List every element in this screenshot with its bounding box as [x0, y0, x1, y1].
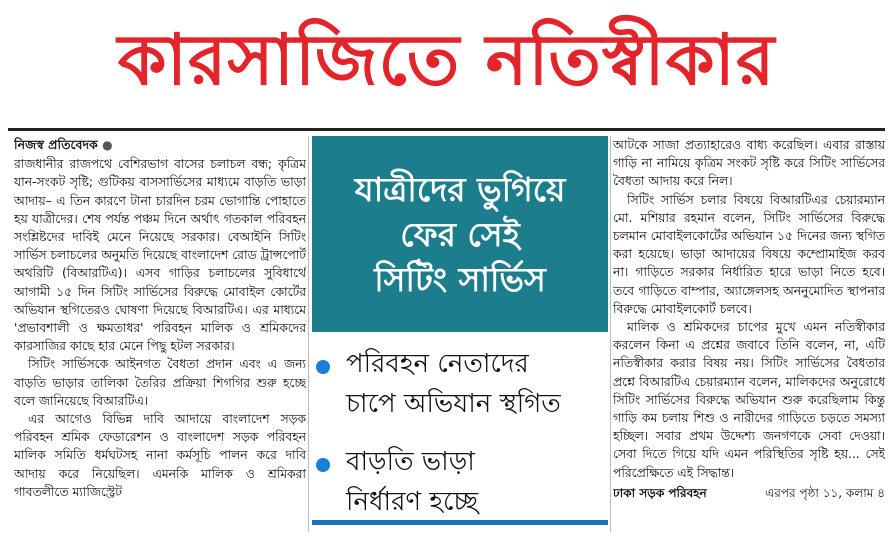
- article-paragraph: রাজধানীর রাজপথে বেশিরভাগ বাসের চলাচল বন্ধ; কৃত্রিম যান-সংকট সৃষ্টি; গুটিকয় বাসসার্ভিসের মাধ্যমে বাড়তি ভাড়া আদায়– এ তিন কারণে টানা চারদিন চরম ভোগান্তি পোহাতে হয় যাত্রীদের। শেষ পর্যন্ত পঞ্চম দিনে অর্থাৎ গতকাল পরিবহন সংশ্লিষ্টদের দাবিই মেনে নিয়েছে সরকার। বেআইনি সিটিং সার্ভিস চলাচলের অনুমতি দিয়েছে বাংলাদেশ রোড ট্রান্সপোর্ট অথরিটি (বিআরটিএ)। এসব গাড়ির চলাচলের সুবিধার্থে আগামী ১৫ দিন সিটিং সার্ভিসের বিরুদ্ধে মোবাইল কোর্টের অভিযান স্থগিতেরও ঘোষণা দিয়েছে বিআরটিএ। এর মাধ্যমে 'প্রভাবশালী ও ক্ষমতাধর' পরিবহন মালিক ও শ্রমিকদের কারসাজির কাছে হার মেনে পিছু হটল সরকার।: [14, 157, 306, 354]
- right-column: [613, 136, 885, 540]
- bullet-line: পরিবহন নেতাদের: [346, 349, 529, 379]
- top-rule: [8, 128, 885, 131]
- article-paragraph: সিটিং সার্ভিসকে আইনগত বৈধতা প্রদান এবং এ জন্য বাড়তি ভাড়ার তালিকা তৈরির প্রক্রিয়া শিগগির শুরু হচ্ছে বলে জানিয়েছে বিআরটিএ।: [14, 357, 306, 408]
- column-divider: [308, 136, 309, 532]
- bullet-dot-icon: [316, 458, 330, 472]
- byline: [14, 136, 306, 154]
- subheadline-line: সিটিং সার্ভিস: [374, 259, 546, 299]
- subheadline-box: [312, 136, 608, 332]
- column-divider: [610, 136, 611, 532]
- left-column: [14, 136, 306, 540]
- subheadline-line: ফের সেই: [400, 214, 520, 254]
- center-column: [312, 136, 608, 532]
- bullet-dot-icon: [316, 360, 330, 374]
- continuation-source: ঢাকা সড়ক পরিবহন: [613, 485, 707, 500]
- bullet-line: নির্ধারণ হচ্ছে: [346, 487, 479, 517]
- article-paragraph: মালিক ও শ্রমিকদের চাপের মুখে এমন নতিস্বীকার করলেন কিনা এ প্রশ্নের জবাবে তিনি বলেন, না, এটি নতিস্বীকার করার বিষয় নয়। সিটিং সার্ভিসের বৈধতার প্রশ্নে বিআরটিএ চেয়ারম্যান বলেন, মালিকদের অনুরোধে সিটিং সার্ভিসের বিরুদ্ধে অভিযান শুরু করেছিলাম কিন্তু গাড়ি কম চলায় শিশু ও নারীদের গাড়িতে চড়তে সমস্যা হচ্ছিল। সবার প্রথম উদ্দেশ্য জনগণকে সেবা দেওয়া। সেবা দিতে গিয়ে যদি এমন পরিস্থিতির সৃষ্টি হয়... সেই পরিপ্রেক্ষিতে এই সিদ্ধান্ত।: [613, 320, 885, 480]
- headline: কারসাজিতে নতিস্বীকার: [117, 18, 776, 101]
- highlight-bullet: [312, 344, 608, 424]
- bottom-rule: [312, 520, 608, 525]
- highlight-bullet: [312, 442, 608, 522]
- continuation-page: এরপর পৃষ্ঠা ১১, কলাম ৪: [765, 485, 885, 500]
- article-paragraph: আটকে সাজা প্রত্যাহারেও বাধ্য করেছিল। এবার রাস্তায় গাড়ি না নামিয়ে কৃত্রিম সংকট সৃষ্টি করে সিটিং সার্ভিসের বৈধতা আদায় করে নিল।: [613, 138, 885, 189]
- bullet-line: বাড়তি ভাড়া: [346, 447, 475, 477]
- bullet-line: চাপে অভিযান স্থগিত: [346, 389, 561, 419]
- byline-text: নিজস্ব প্রতিবেদক: [14, 137, 98, 152]
- bullet-dot-icon: ●: [102, 138, 113, 152]
- continuation-line: [613, 484, 885, 502]
- article-paragraph: এর আগেও বিভিন্ন দাবি আদায়ে বাংলাদেশ সড়ক পরিবহন শ্রমিক ফেডারেশন ও বাংলাদেশ সড়ক পরিবহন মালিক সমিতি ধর্মঘটসহ নানা কর্মসূচি পালন করে দাবি আদায় করে নিয়েছিল। এমনকি মালিক ও শ্রমিকরা গাবতলীতে ম্যাজিস্ট্রেট: [14, 412, 306, 499]
- article-paragraph: সিটিং সার্ভিস চলার বিষয়ে বিআরটিএর চেয়ারম্যান মো. মশিয়ার রহমান বলেন, সিটিং সার্ভিসের বিরুদ্ধে চলমান মোবাইলকোর্টের অভিযান ১৫ দিনের জন্য স্থগিত করা হয়েছে। ভাড়া আদায়ের বিষয়ে কম্প্রোমাইজ করব না। গাড়িতে সরকার নির্ধারিত হারে ভাড়া নিতে হবে। তবে গাড়িতে বাম্পার, অ্যাঙ্গেলসহ অননুমোদিত স্থাপনার বিরুদ্ধে মোবাইলকোর্ট চলবে।: [613, 192, 885, 316]
- subheadline-line: যাত্রীদের ভুগিয়ে: [354, 169, 566, 209]
- highlight-bullets: [312, 344, 608, 540]
